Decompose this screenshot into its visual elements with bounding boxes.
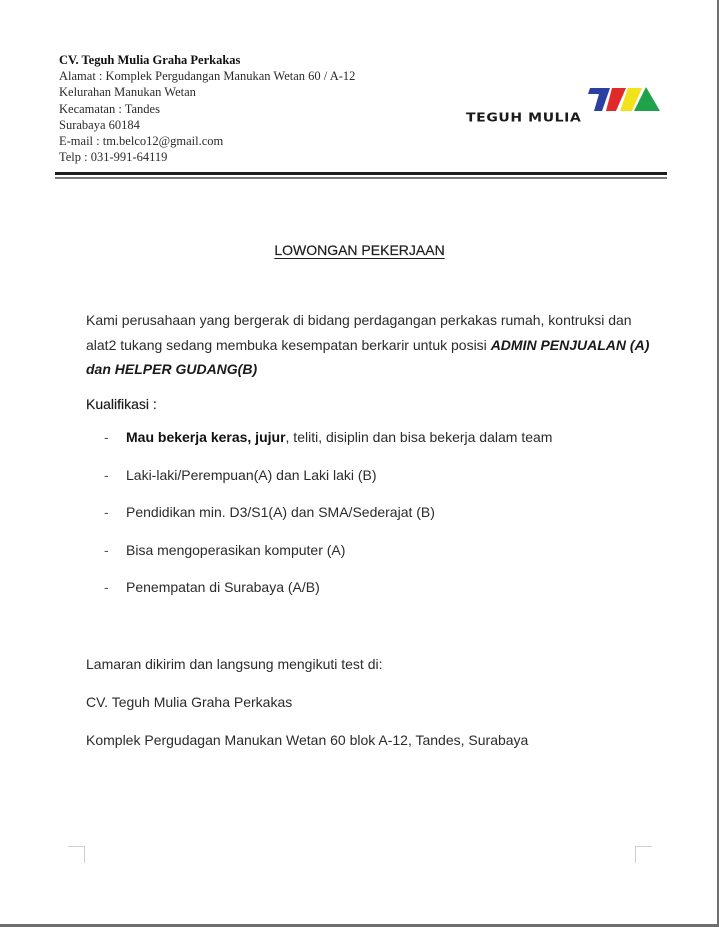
closing-address: Komplek Pergudagan Manukan Wetan 60 blok A-12, Tandes, Surabaya [86,732,529,748]
header-rule-thick [55,172,667,175]
positions-emphasis: ADMIN PENJUALAN (A) dan HELPER GUDANG(B) [86,336,650,377]
list-item [104,429,552,467]
qualifications-list [104,429,552,617]
qualifications-heading: Kualifikasi : [86,396,157,412]
list-item [104,504,552,542]
document-title: LOWONGAN PEKERJAAN [274,242,445,258]
bullet-dash: - [104,504,109,520]
bullet-dash: - [104,579,109,595]
item-text: Pendidikan min. D3/S1(A) dan SMA/Sederajat (B) [126,504,435,520]
item-text: Penempatan di Surabaya (A/B) [126,579,320,595]
city-line: Surabaya 60184 [59,117,140,132]
item-text: , teliti, disiplin dan bisa bekerja dalam team [285,429,553,445]
intro-paragraph [86,308,656,382]
list-item [104,579,552,617]
bullet-dash: - [104,541,109,558]
item-text: Bisa mengoperasikan komputer (A) [126,541,346,558]
phone-line: Telp : 031-991-64119 [59,150,168,165]
closing-company: CV. Teguh Mulia Graha Perkakas [86,694,293,710]
list-item [104,467,552,505]
page-corner-mark-right [635,846,652,863]
kecamatan-line: Kecamatan : Tandes [59,101,160,116]
intro-text: Kami perusahaan yang bergerak di bidang perdagangan perkakas rumah, kontruksi dan alat2 tukang sedang membuka kesempatan berkarir untuk posisi [86,312,632,353]
item-text: Laki-laki/Perempuan(A) dan Laki laki (B) [126,466,377,483]
logo-text: TEGUH MULIA [466,110,582,126]
closing-section [86,656,528,770]
closing-instruction: Lamaran dikirim dan langsung mengikuti test di: [86,656,383,672]
item-bold-text: Mau bekerja keras, jujur [126,429,286,445]
address-line: Alamat : Komplek Pergudangan Manukan Wetan 60 / A-12 [59,69,356,84]
page-corner-mark-left [68,846,85,863]
teguh-mulia-logo-icon [586,84,661,114]
header-rule-thin [55,177,667,179]
bullet-dash: - [104,466,109,483]
company-name: CV. Teguh Mulia Graha Perkakas [59,53,241,67]
kelurahan-line: Kelurahan Manukan Wetan [59,85,196,100]
company-logo [466,84,666,128]
letterhead [59,52,355,165]
email-line: E-mail : tm.belco12@gmail.com [59,134,224,149]
list-item [104,542,552,580]
bullet-dash: - [104,429,109,445]
